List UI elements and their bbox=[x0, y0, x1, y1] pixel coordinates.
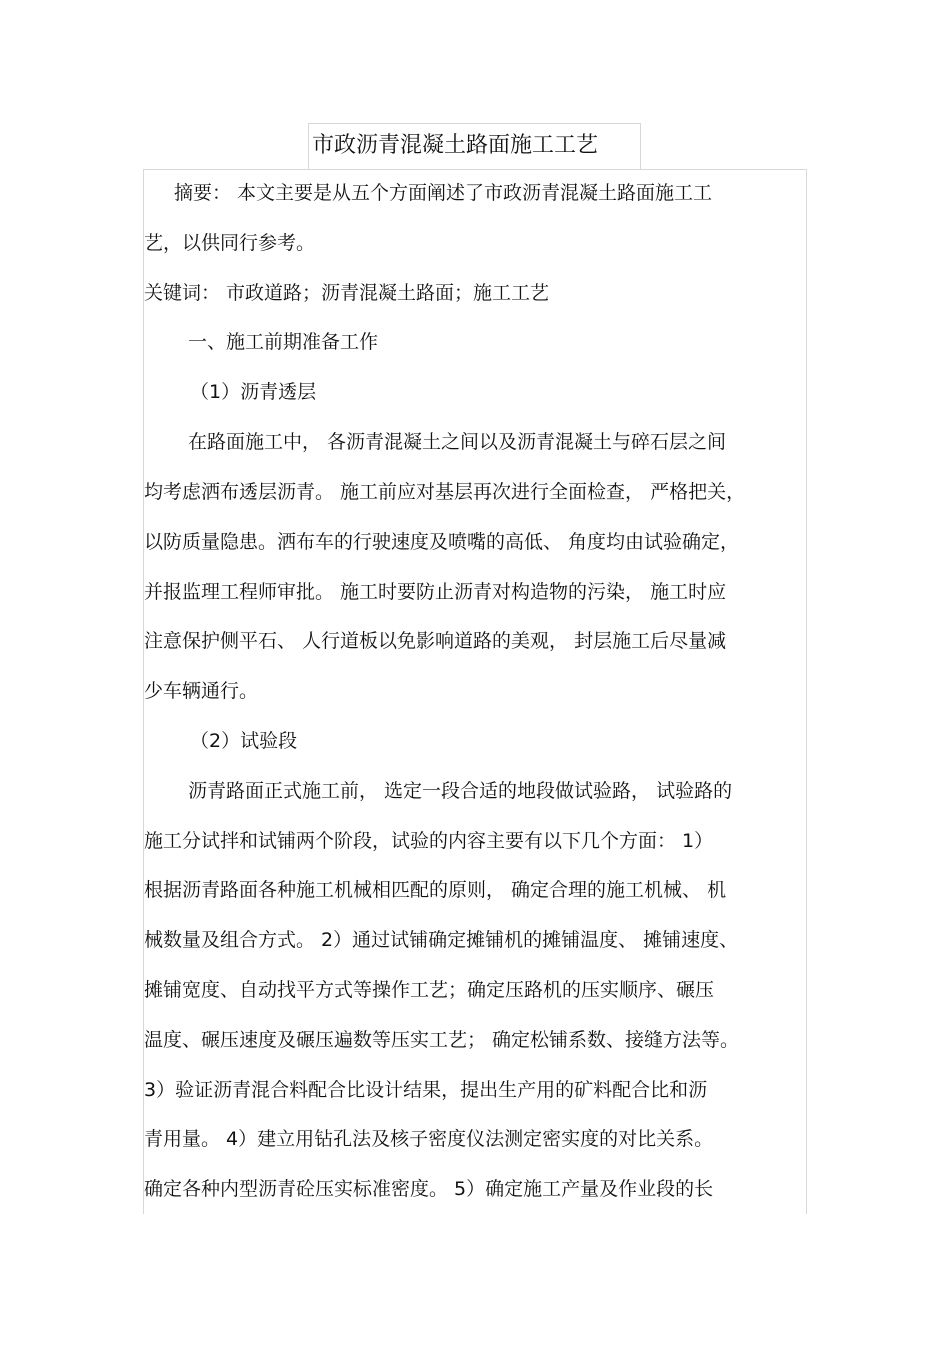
paragraph-2-line-2: 施工分试拌和试铺两个阶段，试验的内容主要有以下几个方面： 1） bbox=[144, 830, 714, 852]
paragraph-2-line-6: 温度、碾压速度及碾压遍数等压实工艺； 确定松铺系数、接缝方法等。 bbox=[144, 1029, 740, 1051]
paragraph-1-line-4: 并报监理工程师审批。 施工时要防止沥青对构造物的污染， 施工时应 bbox=[144, 581, 727, 603]
document-title: 市政沥青混凝土路面施工工艺 bbox=[312, 133, 599, 158]
paragraph-1-line-3: 以防质量隐患。洒布车的行驶速度及喷嘴的高低、 角度均由试验确定， bbox=[144, 531, 740, 553]
subheading-1: （1）沥青透层 bbox=[190, 381, 317, 403]
paragraph-2-line-5: 摊铺宽度、自动找平方式等操作工艺；确定压路机的压实顺序、碾压 bbox=[144, 979, 715, 1001]
abstract-line-1: 摘要： 本文主要是从五个方面阐述了市政沥青混凝土路面施工工 bbox=[174, 182, 713, 204]
paragraph-2-line-4: 械数量及组合方式。 2）通过试铺确定摊铺机的摊铺温度、 摊铺速度、 bbox=[144, 929, 739, 951]
subheading-2: （2）试验段 bbox=[190, 730, 298, 752]
paragraph-1-line-1: 在路面施工中， 各沥青混凝土之间以及沥青混凝土与碎石层之间 bbox=[188, 431, 727, 453]
paragraph-1-line-6: 少车辆通行。 bbox=[144, 680, 259, 702]
keywords-line: 关键词： 市政道路；沥青混凝土路面；施工工艺 bbox=[144, 282, 550, 304]
section-heading-1: 一、施工前期准备工作 bbox=[188, 331, 379, 353]
paragraph-2-line-8: 青用量。 4）建立用钻孔法及核子密度仪法测定密实度的对比关系。 bbox=[144, 1128, 714, 1150]
paragraph-2-line-9: 确定各种内型沥青砼压实标准密度。 5）确定施工产量及作业段的长 bbox=[144, 1178, 714, 1200]
paragraph-1-line-2: 均考虑洒布透层沥青。 施工前应对基层再次进行全面检查， 严格把关， bbox=[144, 481, 746, 503]
paragraph-1-line-5: 注意保护侧平石、 人行道板以免影响道路的美观， 封层施工后尽量减 bbox=[144, 630, 727, 652]
paragraph-2-line-7: 3）验证沥青混合料配合比设计结果，提出生产用的矿料配合比和沥 bbox=[144, 1079, 708, 1101]
abstract-line-2: 艺，以供同行参考。 bbox=[144, 232, 316, 254]
paragraph-2-line-1: 沥青路面正式施工前， 选定一段合适的地段做试验路， 试验路的 bbox=[188, 780, 733, 802]
paragraph-2-line-3: 根据沥青路面各种施工机械相匹配的原则， 确定合理的施工机械、 机 bbox=[144, 879, 727, 901]
